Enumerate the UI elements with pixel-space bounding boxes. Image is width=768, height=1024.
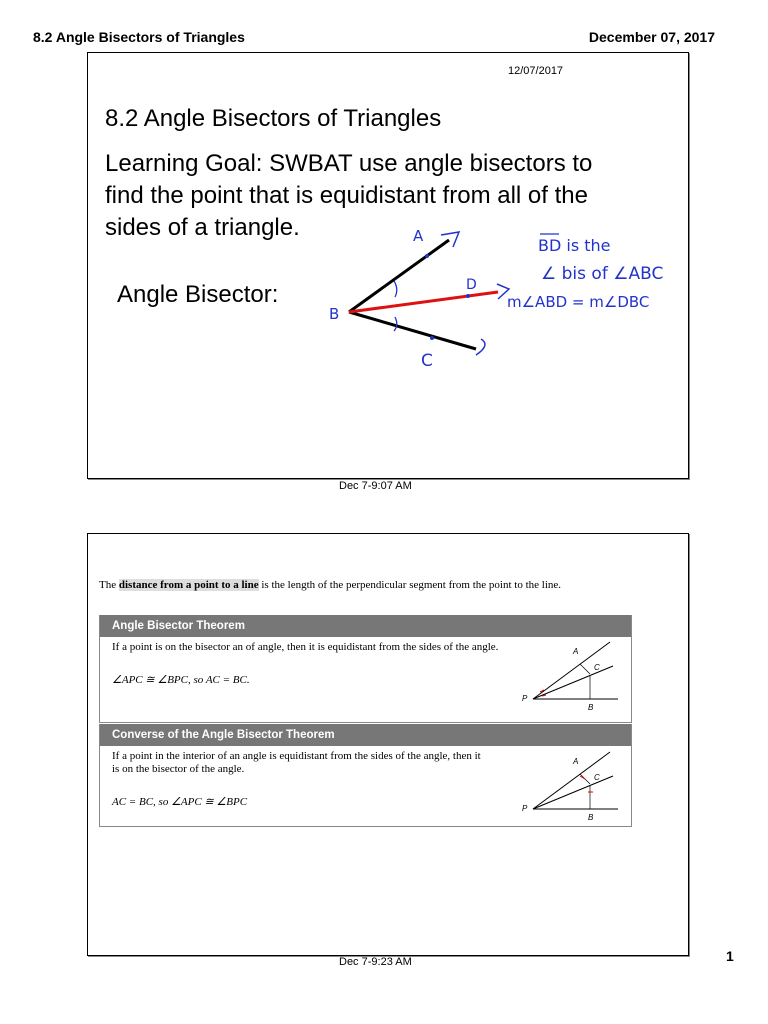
theorem-2-formula: AC = BC, so ∠APC ≅ ∠BPC [112,796,248,808]
document-title: 8.2 Angle Bisectors of Triangles [33,29,245,45]
label-b: B [588,813,594,822]
theorem-1-diagram [518,634,628,719]
def-post: is the length of the perpendicular segment from the point to the line. [258,579,562,591]
theorem-2-text-2: is on the bisector of the angle. [112,763,245,775]
label-p: P [522,804,528,813]
slide-2 [87,533,689,956]
goal-line: sides of a triangle. [105,214,300,241]
label-d: D [466,277,477,293]
page-number: 1 [726,948,734,964]
note-line-2: ∠ bis of ∠ABC [541,264,664,284]
label-p: P [522,694,528,703]
slide-1 [87,52,689,479]
slide-title: 8.2 Angle Bisectors of Triangles [105,105,442,132]
slide-date-stamp: 12/07/2017 [508,65,564,77]
def-term: distance from a point to a line [118,579,259,591]
theorem-1-formula: ∠APC ≅ ∠BPC, so AC = BC. [112,674,250,686]
label-c: C [594,773,600,782]
def-pre: The [99,579,119,591]
label-b: B [588,703,594,712]
label-b: B [329,305,340,323]
theorem-1-title: Angle Bisector Theorem [100,615,631,637]
slide-2-timestamp: Dec 7-9:23 AM [339,956,412,968]
label-c: C [594,663,600,672]
goal-line: Learning Goal: SWBAT use angle bisectors to [105,150,593,177]
label-a: A [573,647,579,656]
goal-line: find the point that is equidistant from all of the [105,182,588,209]
note-line-3: m∠ABD = m∠DBC [507,293,650,311]
label-a: A [573,757,579,766]
label-c: C [421,351,433,371]
angle-bisector-sketch [301,221,691,391]
term-label: Angle Bisector: [117,281,279,308]
document-date: December 07, 2017 [588,29,715,45]
slide-1-timestamp: Dec 7-9:07 AM [339,480,412,492]
note-line-1: BD is the [538,236,611,255]
theorem-2-text-1: If a point in the interior of an angle is equidistant from the sides of the angle, then it [112,750,481,762]
theorem-2-title: Converse of the Angle Bisector Theorem [100,724,631,746]
theorem-1-text: If a point is on the bisector an of angle, then it is equidistant from the sides of the angle. [112,641,499,653]
theorem-2-diagram [518,744,628,829]
ray-bc [349,312,476,349]
definition-text [99,579,561,591]
label-a: A [413,227,424,245]
